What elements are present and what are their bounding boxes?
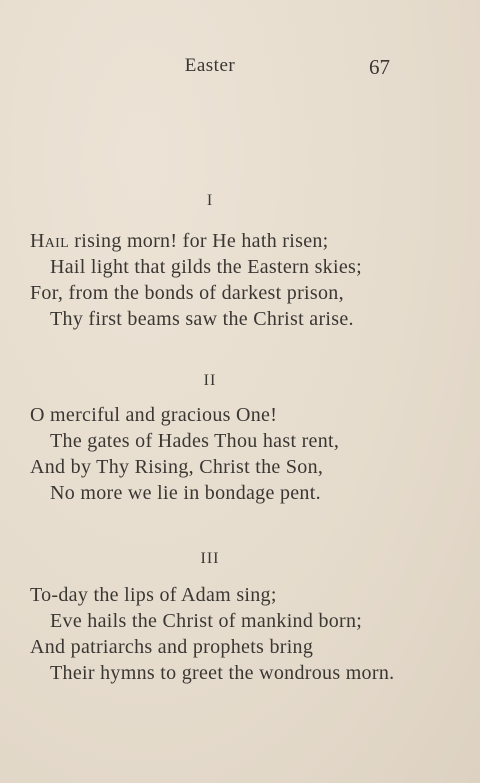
stanza-3 [30,582,470,686]
section-numeral-1: I [206,192,214,209]
line-text: rising morn! for He hath risen; [68,230,329,252]
initial-word-rest: ail [44,230,69,252]
page-number: 67 [369,55,390,79]
stanza-1-line-4: Thy first beams saw the Christ arise. [50,308,354,330]
stanza-3-line-3: And patriarchs and prophets bring [30,636,314,658]
stanza-3-line-1: To-day the lips of Adam sing; [30,584,277,606]
stanza-2 [30,402,470,506]
drop-initial: H [30,230,45,252]
stanza-2-line-2: The gates of Hades Thou hast rent, [50,430,340,452]
stanza-3-line-4: Their hymns to greet the wondrous morn. [50,662,395,684]
section-numeral-2: II [203,372,217,389]
stanza-3-line-2: Eve hails the Christ of mankind born; [50,610,363,632]
stanza-1-line-1 [30,228,470,254]
stanza-2-line-3: And by Thy Rising, Christ the Son, [30,456,324,478]
stanza-1 [30,228,470,332]
stanza-1-line-2: Hail light that gilds the Eastern skies; [50,256,362,278]
stanza-1-line-3: For, from the bonds of darkest prison, [30,282,344,304]
stanza-2-line-1: O merciful and gracious One! [30,404,278,426]
stanza-2-line-4: No more we lie in bondage pent. [50,482,321,504]
running-head-title: Easter [184,55,236,76]
section-numeral-3: III [200,550,220,567]
